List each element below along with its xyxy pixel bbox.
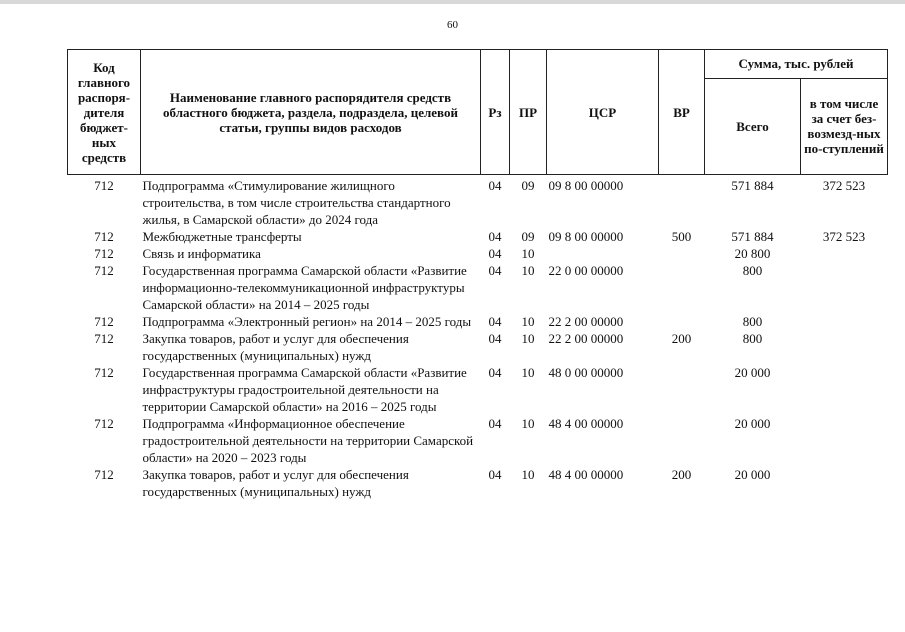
- row-total: 800: [742, 331, 763, 346]
- table-body: [68, 175, 888, 501]
- row-pr: 10: [521, 416, 535, 431]
- row-name: Подпрограмма «Электронный регион» на 2014 – 2025 годы: [142, 314, 472, 329]
- row-gratis: [801, 313, 888, 330]
- row-rz: 04: [488, 229, 502, 244]
- row-code: 712: [94, 263, 114, 278]
- row-total: 20 800: [734, 246, 771, 261]
- row-rz: 04: [488, 365, 502, 380]
- page-number: 60: [447, 19, 458, 31]
- row-name: Подпрограмма «Информационное обеспечение градостроительной деятельности на территории Самарской области» на 2020 – 2023 годы: [142, 416, 474, 465]
- row-code: 712: [94, 416, 114, 431]
- row-pr: 10: [521, 314, 535, 329]
- row-csr: 09 8 00 00000: [548, 229, 624, 244]
- row-name: Связь и информатика: [142, 246, 261, 261]
- row-rz: 04: [488, 178, 502, 193]
- header-name: Наименование главного распорядителя средств областного бюджета, раздела, подраздела, целевой статьи, группы видов расходов: [141, 50, 481, 175]
- row-code: 712: [94, 314, 114, 329]
- row-total: 20 000: [734, 416, 771, 431]
- table-row: [68, 228, 888, 245]
- row-gratis: [801, 330, 888, 364]
- row-name: Государственная программа Самарской области «Развитие инфраструктуры градостроительной деятельности на территории Самарской области» на 2016 – 2025 годы: [142, 365, 467, 414]
- row-gratis: [801, 245, 888, 262]
- scan-edge: [0, 0, 905, 4]
- table-row: [68, 262, 888, 313]
- table-row: [68, 175, 888, 229]
- row-code: 712: [94, 246, 114, 261]
- row-gratis: [801, 415, 888, 466]
- row-name: Закупка товаров, работ и услуг для обеспечения государственных (муниципальных) нужд: [142, 467, 409, 499]
- row-rz: 04: [488, 416, 502, 431]
- row-total: 20 000: [734, 467, 771, 482]
- header-gratis: в том числе за счет без-возмезд-ных по-ступлений: [801, 78, 888, 174]
- row-vr: [659, 364, 705, 415]
- row-code: 712: [94, 331, 114, 346]
- row-pr: 10: [521, 467, 535, 482]
- table-row: [68, 330, 888, 364]
- row-code: 712: [94, 467, 114, 482]
- header-csr: ЦСР: [547, 50, 659, 175]
- header-total: Всего: [705, 78, 801, 174]
- table-header: [68, 50, 888, 175]
- row-vr: [659, 245, 705, 262]
- row-rz: 04: [488, 314, 502, 329]
- row-rz: 04: [488, 246, 502, 261]
- budget-table: [67, 49, 888, 500]
- table-row: [68, 415, 888, 466]
- header-rz: Рз: [481, 50, 510, 175]
- row-csr: 22 0 00 00000: [548, 263, 624, 278]
- row-total: 571 884: [731, 178, 774, 193]
- row-gratis: [801, 466, 888, 500]
- row-pr: 10: [521, 246, 535, 261]
- row-code: 712: [94, 229, 114, 244]
- row-code: 712: [94, 365, 114, 380]
- row-gratis: [801, 364, 888, 415]
- row-total: 800: [742, 263, 763, 278]
- table-row: [68, 364, 888, 415]
- row-gratis: 372 523: [822, 229, 866, 244]
- row-csr: [547, 245, 659, 262]
- table-row: [68, 245, 888, 262]
- row-rz: 04: [488, 263, 502, 278]
- row-name: Межбюджетные трансферты: [142, 229, 302, 244]
- row-name: Подпрограмма «Стимулирование жилищного строительства, в том числе строительства стандартного жилья, в Самарской области» до 2024 года: [142, 178, 451, 227]
- row-csr: 22 2 00 00000: [548, 314, 624, 329]
- row-name: Государственная программа Самарской области «Развитие информационно-телекоммуникационной инфраструктуры Самарской области» на 2014 – 2025 годы: [142, 263, 467, 312]
- header-code: Код главного распоря-дителя бюджет-ных средств: [68, 50, 141, 175]
- header-vr: ВР: [659, 50, 705, 175]
- row-vr: [659, 262, 705, 313]
- row-pr: 10: [521, 263, 535, 278]
- row-gratis: [801, 262, 888, 313]
- row-total: 571 884: [731, 229, 774, 244]
- row-pr: 09: [521, 178, 535, 193]
- row-csr: 48 4 00 00000: [548, 416, 624, 431]
- row-vr: 500: [671, 229, 692, 244]
- row-vr: [659, 175, 705, 229]
- row-csr: 22 2 00 00000: [548, 331, 624, 346]
- row-total: 800: [742, 314, 763, 329]
- row-name: Закупка товаров, работ и услуг для обеспечения государственных (муниципальных) нужд: [142, 331, 409, 363]
- row-vr: 200: [671, 331, 692, 346]
- row-gratis: 372 523: [822, 178, 866, 193]
- row-vr: [659, 313, 705, 330]
- row-pr: 09: [521, 229, 535, 244]
- row-vr: 200: [671, 467, 692, 482]
- row-code: 712: [94, 178, 114, 193]
- row-rz: 04: [488, 467, 502, 482]
- table-row: [68, 466, 888, 500]
- row-pr: 10: [521, 331, 535, 346]
- table-row: [68, 313, 888, 330]
- row-pr: 10: [521, 365, 535, 380]
- row-csr: 48 4 00 00000: [548, 467, 624, 482]
- row-vr: [659, 415, 705, 466]
- row-csr: 48 0 00 00000: [548, 365, 624, 380]
- row-csr: 09 8 00 00000: [548, 178, 624, 193]
- header-pr: ПР: [510, 50, 547, 175]
- row-total: 20 000: [734, 365, 771, 380]
- header-sum: Сумма, тыс. рублей: [705, 50, 888, 79]
- row-rz: 04: [488, 331, 502, 346]
